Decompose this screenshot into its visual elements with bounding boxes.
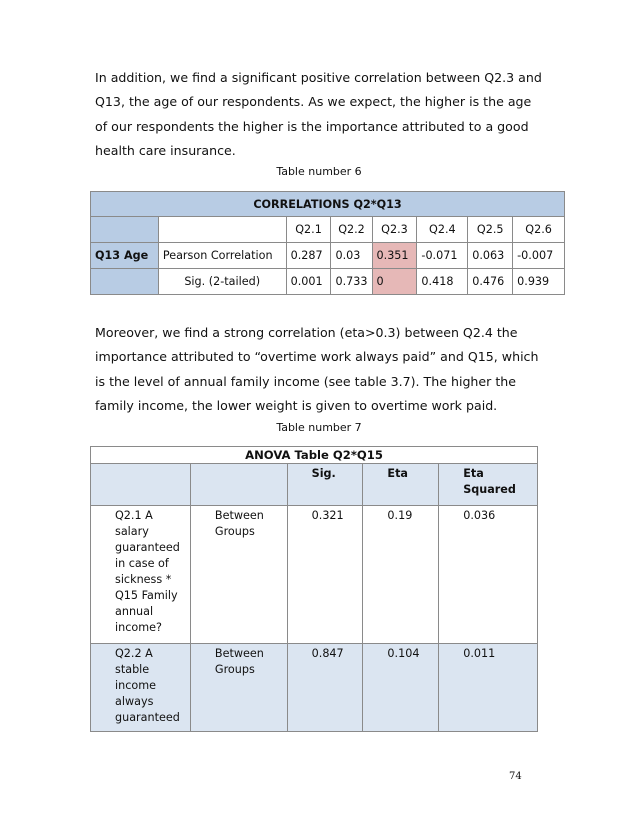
anova-item-label: Q2.2 A stable income always guaranteed [91, 644, 191, 732]
table-cell: 0.19 [363, 506, 439, 644]
column-header: Eta [363, 464, 439, 506]
anova-type: Between Groups [190, 644, 287, 732]
table-cell: 0.001 [286, 269, 331, 295]
table-cell: -0.007 [513, 243, 565, 269]
table-cell: 0.733 [331, 269, 372, 295]
table-row [91, 243, 565, 269]
table-cell: 0.011 [439, 644, 538, 732]
table-cell: 0.287 [286, 243, 331, 269]
empty-cell [91, 269, 159, 295]
row-label-q13-age: Q13 Age [91, 243, 159, 269]
table-caption-7: Table number 7 [276, 421, 362, 434]
anova-type: Between Groups [190, 506, 287, 644]
table-cell: 0.036 [439, 506, 538, 644]
column-header: Sig. [287, 464, 363, 506]
stat-label: Sig. (2-tailed) [158, 269, 286, 295]
table-row [91, 506, 538, 644]
table-cell: 0.321 [287, 506, 363, 644]
table-cell: 0.03 [331, 243, 372, 269]
column-header: Q2.3 [372, 217, 417, 243]
column-header: Q2.1 [286, 217, 331, 243]
paragraph-correlation-age: In addition, we find a significant positive correlation between Q2.3 and Q13, the age of our respondents. As we expect, the higher is the age of our respondents the higher is the importance attributed to a good health care insurance. [95, 70, 542, 158]
anova-table-title: ANOVA Table Q2*Q15 [91, 447, 538, 464]
table-row [91, 269, 565, 295]
empty-cell [190, 464, 287, 506]
column-header: Q2.5 [468, 217, 513, 243]
highlighted-cell: 0 [372, 269, 417, 295]
table-cell: -0.071 [417, 243, 468, 269]
column-header: Eta Squared [439, 464, 538, 506]
table-cell: 0.476 [468, 269, 513, 295]
table-cell: 0.939 [513, 269, 565, 295]
column-header: Q2.2 [331, 217, 372, 243]
column-header: Q2.4 [417, 217, 468, 243]
table-cell: 0.418 [417, 269, 468, 295]
correlations-table-title: CORRELATIONS Q2*Q13 [91, 192, 565, 217]
correlations-table [90, 191, 565, 295]
table-cell: 0.104 [363, 644, 439, 732]
table-caption-6: Table number 6 [276, 165, 362, 178]
page-number: 74 [509, 771, 522, 782]
column-header: Q2.6 [513, 217, 565, 243]
highlighted-cell: 0.351 [372, 243, 417, 269]
table-cell: 0.063 [468, 243, 513, 269]
empty-cell [91, 217, 159, 243]
empty-cell [91, 464, 191, 506]
anova-item-label: Q2.1 A salary guaranteed in case of sickness * Q15 Family annual income? [91, 506, 191, 644]
table-row [91, 644, 538, 732]
stat-label: Pearson Correlation [158, 243, 286, 269]
anova-table [90, 446, 538, 732]
empty-cell [158, 217, 286, 243]
table-cell: 0.847 [287, 644, 363, 732]
paragraph-overtime-income: Moreover, we find a strong correlation (eta>0.3) between Q2.4 the importance attributed to “overtime work always paid” and Q15, which is the level of annual family income (see table 3.7). The higher the family income, the lower weight is given to overtime work paid. [95, 325, 539, 413]
